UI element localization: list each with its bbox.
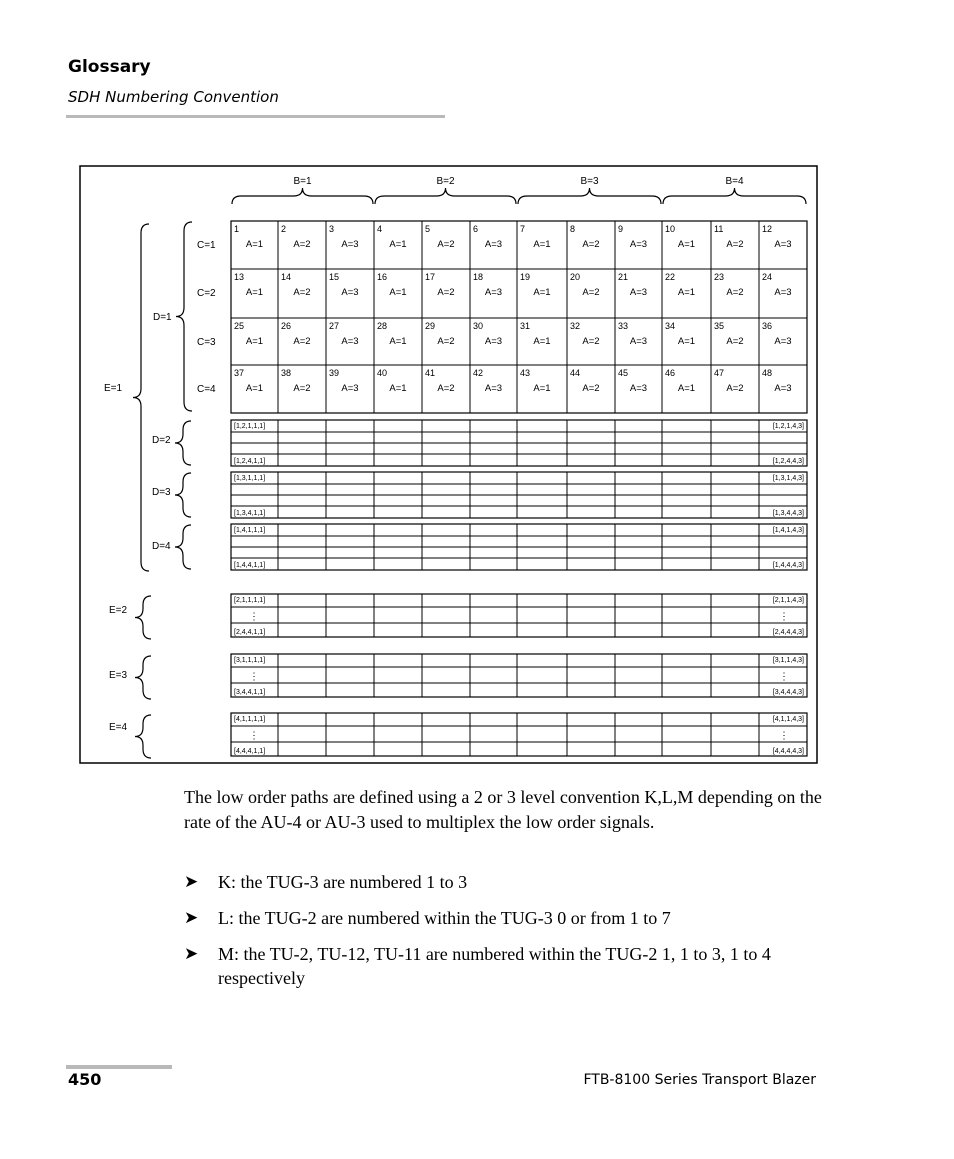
cell-a-value: A=3 <box>629 383 648 394</box>
b-label: B=1 <box>293 176 312 187</box>
cell-number: 12 <box>762 224 773 234</box>
cell-number: 44 <box>570 368 581 378</box>
cell-number: 28 <box>377 321 388 331</box>
cell-number: 30 <box>473 321 484 331</box>
cell-a-value: A=3 <box>484 239 503 250</box>
cell-number: 2 <box>281 224 287 234</box>
cell-number: 26 <box>281 321 292 331</box>
e-label: E=3 <box>109 670 128 681</box>
block-first-left-label: [2,1,1,1,1] <box>234 597 266 604</box>
cell-number: 9 <box>618 224 624 234</box>
cell-number: 8 <box>570 224 576 234</box>
cell-a-value: A=1 <box>677 336 696 347</box>
block-first-right-label: [4,1,1,4,3] <box>772 716 804 723</box>
cell-number: 24 <box>762 272 773 282</box>
cell-a-value: A=1 <box>389 383 407 394</box>
cell-a-value: A=2 <box>726 383 744 394</box>
e-label: E=4 <box>109 722 128 733</box>
cell-a-value: A=2 <box>726 287 744 298</box>
cell-a-value: A=2 <box>582 336 600 347</box>
cell-a-value: A=1 <box>677 239 696 250</box>
cell-number: 38 <box>281 368 292 378</box>
e-label: E=2 <box>109 605 128 616</box>
bullet-arrow-icon: ➤ <box>184 908 199 927</box>
block-last-right-label: [1,3,4,4,3] <box>772 510 804 517</box>
cell-a-value: A=2 <box>437 239 455 250</box>
cell-a-value: A=1 <box>245 336 264 347</box>
block-last-right-label: [3,4,4,4,3] <box>772 689 804 696</box>
cell-a-value: A=3 <box>341 336 359 347</box>
cell-a-value: A=1 <box>533 287 551 298</box>
cell-a-value: A=3 <box>774 336 792 347</box>
cell-number: 21 <box>618 272 629 282</box>
cell-number: 6 <box>473 224 479 234</box>
cell-a-value: A=1 <box>533 383 551 394</box>
cell-a-value: A=2 <box>293 287 311 298</box>
cell-a-value: A=1 <box>389 287 407 298</box>
cell-number: 43 <box>520 368 531 378</box>
cell-a-value: A=3 <box>341 239 359 250</box>
ellipsis-icon: ⋮ <box>249 730 259 742</box>
cell-number: 15 <box>329 272 340 282</box>
cell-a-value: A=3 <box>484 383 503 394</box>
cell-number: 33 <box>618 321 629 331</box>
cell-a-value: A=1 <box>533 239 551 250</box>
cell-number: 29 <box>425 321 436 331</box>
cell-a-value: A=2 <box>582 287 600 298</box>
cell-a-value: A=2 <box>437 336 455 347</box>
d-label: D=1 <box>153 312 172 323</box>
subsection-title: SDH Numbering Convention <box>68 88 279 106</box>
c-label: C=2 <box>197 288 216 299</box>
cell-number: 41 <box>425 368 436 378</box>
block-first-left-label: [1,4,1,1,1] <box>234 527 266 534</box>
d-label: D=4 <box>152 541 171 552</box>
cell-number: 4 <box>377 224 383 234</box>
ellipsis-icon: ⋮ <box>779 730 789 742</box>
cell-a-value: A=1 <box>245 239 264 250</box>
cell-number: 19 <box>520 272 531 282</box>
block-first-right-label: [1,4,1,4,3] <box>772 527 804 534</box>
ellipsis-icon: ⋮ <box>779 671 789 683</box>
cell-number: 39 <box>329 368 340 378</box>
c-label: C=3 <box>197 337 216 348</box>
cell-a-value: A=3 <box>484 336 503 347</box>
cell-number: 23 <box>714 272 725 282</box>
cell-a-value: A=1 <box>245 383 264 394</box>
cell-a-value: A=1 <box>677 383 696 394</box>
block-last-left-label: [3,4,4,1,1] <box>234 689 266 696</box>
bullet-text: M: the TU-2, TU-12, TU-11 are numbered within the TUG-2 1, 1 to 3, 1 to 4 respectively <box>218 944 771 988</box>
bullet-arrow-icon: ➤ <box>184 944 199 963</box>
ellipsis-icon: ⋮ <box>779 611 789 623</box>
cell-number: 7 <box>520 224 526 234</box>
cell-a-value: A=1 <box>533 336 551 347</box>
cell-number: 42 <box>473 368 484 378</box>
cell-number: 32 <box>570 321 581 331</box>
cell-a-value: A=2 <box>582 239 600 250</box>
cell-number: 31 <box>520 321 531 331</box>
cell-number: 40 <box>377 368 388 378</box>
bullet-text: L: the TUG-2 are numbered within the TUG-3 0 or from 1 to 7 <box>218 908 671 928</box>
cell-number: 36 <box>762 321 773 331</box>
cell-a-value: A=1 <box>245 287 264 298</box>
cell-a-value: A=2 <box>726 336 744 347</box>
cell-a-value: A=1 <box>389 239 407 250</box>
block-last-right-label: [1,2,4,4,3] <box>772 458 804 465</box>
cell-number: 20 <box>570 272 581 282</box>
cell-a-value: A=2 <box>437 383 455 394</box>
block-first-left-label: [1,3,1,1,1] <box>234 475 266 482</box>
cell-number: 3 <box>329 224 335 234</box>
cell-number: 27 <box>329 321 340 331</box>
block-first-left-label: [4,1,1,1,1] <box>234 716 266 723</box>
cell-number: 17 <box>425 272 436 282</box>
cell-a-value: A=1 <box>389 336 407 347</box>
cell-number: 10 <box>665 224 676 234</box>
cell-a-value: A=3 <box>629 239 648 250</box>
cell-a-value: A=2 <box>726 239 744 250</box>
bullet-item <box>184 942 824 990</box>
block-last-left-label: [4,4,4,1,1] <box>234 748 266 755</box>
cell-a-value: A=2 <box>293 239 311 250</box>
cell-number: 22 <box>665 272 676 282</box>
block-first-right-label: [3,1,1,4,3] <box>772 657 804 664</box>
cell-number: 37 <box>234 368 245 378</box>
cell-a-value: A=3 <box>484 287 503 298</box>
cell-number: 46 <box>665 368 676 378</box>
c-label: C=1 <box>197 240 216 251</box>
cell-number: 48 <box>762 368 773 378</box>
cell-a-value: A=2 <box>293 336 311 347</box>
block-last-left-label: [1,3,4,1,1] <box>234 510 266 517</box>
block-first-right-label: [2,1,1,4,3] <box>772 597 804 604</box>
cell-a-value: A=3 <box>629 287 648 298</box>
cell-number: 45 <box>618 368 629 378</box>
cell-number: 16 <box>377 272 388 282</box>
footer-product-title: FTB-8100 Series Transport Blazer <box>583 1072 816 1088</box>
cell-a-value: A=2 <box>437 287 455 298</box>
cell-a-value: A=3 <box>341 383 359 394</box>
bullet-arrow-icon: ➤ <box>184 872 199 891</box>
cell-a-value: A=3 <box>774 383 792 394</box>
footer-divider <box>66 1065 172 1069</box>
cell-number: 18 <box>473 272 484 282</box>
cell-number: 25 <box>234 321 245 331</box>
cell-number: 5 <box>425 224 431 234</box>
cell-a-value: A=2 <box>293 383 311 394</box>
block-last-left-label: [1,2,4,1,1] <box>234 458 266 465</box>
page-number: 450 <box>68 1070 102 1089</box>
d-label: D=2 <box>152 435 171 446</box>
cell-number: 47 <box>714 368 725 378</box>
cell-a-value: A=3 <box>629 336 648 347</box>
bullet-item <box>184 906 824 930</box>
section-title: Glossary <box>68 57 151 77</box>
body-paragraph: The low order paths are defined using a 2 or 3 level convention K,L,M depending on the rate of the AU-4 or AU-3 used to multiplex the low order signals. <box>184 787 822 832</box>
bullet-item <box>184 870 824 894</box>
e-label: E=1 <box>104 383 123 394</box>
cell-number: 34 <box>665 321 676 331</box>
block-first-left-label: [1,2,1,1,1] <box>234 423 266 430</box>
b-label: B=3 <box>580 176 599 187</box>
block-last-right-label: [4,4,4,4,3] <box>772 748 804 755</box>
b-label: B=4 <box>725 176 744 187</box>
cell-a-value: A=3 <box>774 287 792 298</box>
cell-a-value: A=2 <box>582 383 600 394</box>
d-label: D=3 <box>152 487 171 498</box>
ellipsis-icon: ⋮ <box>249 671 259 683</box>
cell-number: 35 <box>714 321 725 331</box>
cell-a-value: A=3 <box>341 287 359 298</box>
block-last-right-label: [1,4,4,4,3] <box>772 562 804 569</box>
block-last-right-label: [2,4,4,4,3] <box>772 629 804 636</box>
cell-a-value: A=3 <box>774 239 792 250</box>
bullet-list <box>184 870 824 1002</box>
block-last-left-label: [1,4,4,1,1] <box>234 562 266 569</box>
cell-a-value: A=1 <box>677 287 696 298</box>
c-label: C=4 <box>197 384 216 395</box>
cell-number: 11 <box>714 224 724 234</box>
cell-number: 13 <box>234 272 245 282</box>
block-first-left-label: [3,1,1,1,1] <box>234 657 266 664</box>
block-first-right-label: [1,2,1,4,3] <box>772 423 804 430</box>
block-first-right-label: [1,3,1,4,3] <box>772 475 804 482</box>
ellipsis-icon: ⋮ <box>249 611 259 623</box>
bullet-text: K: the TUG-3 are numbered 1 to 3 <box>218 872 468 892</box>
b-label: B=2 <box>436 176 455 187</box>
cell-number: 1 <box>234 224 240 234</box>
block-last-left-label: [2,4,4,1,1] <box>234 629 266 636</box>
cell-number: 14 <box>281 272 292 282</box>
